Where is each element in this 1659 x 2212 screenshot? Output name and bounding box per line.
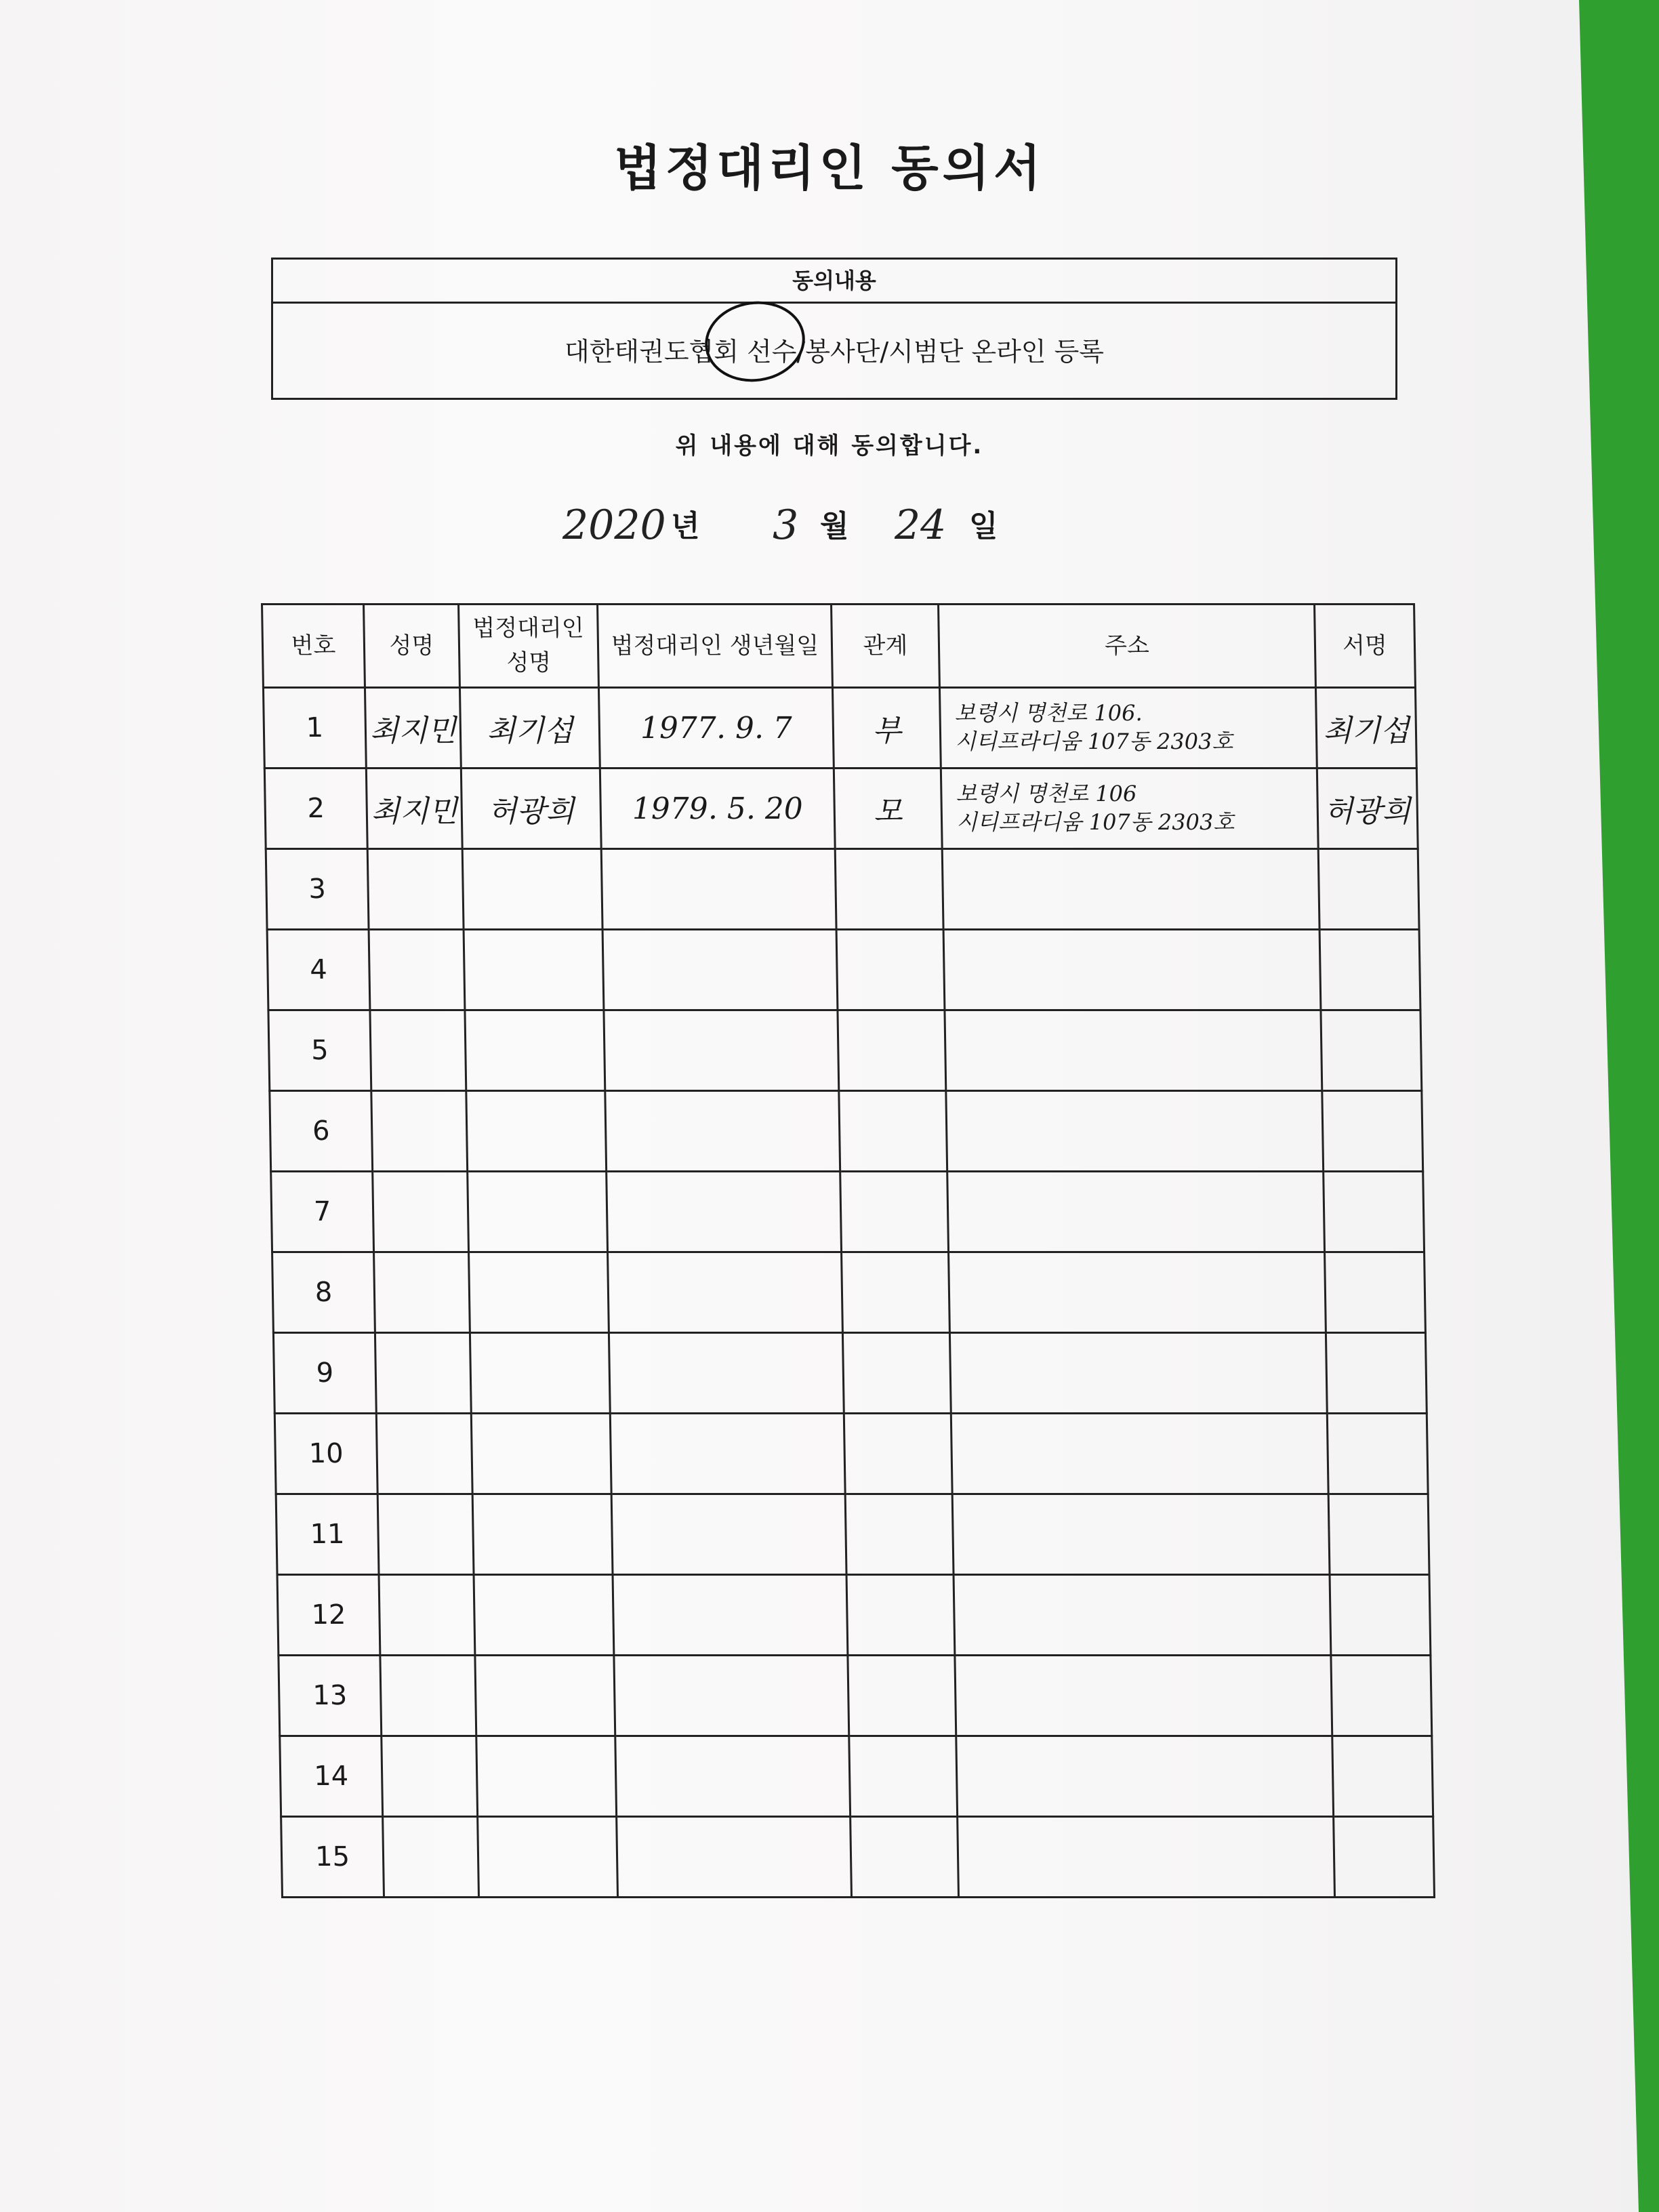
date-day: 24 — [895, 501, 947, 549]
cell-name — [379, 1575, 475, 1656]
table-row — [277, 1575, 1431, 1656]
table-row — [273, 1333, 1427, 1414]
cell-guardian-name — [474, 1575, 614, 1656]
header-guardian-birth: 법정대리인 생년월일 — [598, 605, 833, 688]
cell-no: 14 — [280, 1736, 383, 1817]
cell-guardian-birth — [617, 1817, 852, 1898]
table-row — [266, 849, 1419, 930]
cell-relation — [835, 849, 943, 930]
cell-relation — [844, 1414, 952, 1494]
cell-guardian-birth — [611, 1494, 846, 1575]
cell-signature — [1326, 1333, 1427, 1414]
cell-name — [370, 1010, 466, 1091]
cell-guardian-name — [471, 1414, 611, 1494]
cell-address — [954, 1575, 1331, 1656]
cell-relation — [838, 1010, 946, 1091]
cell-signature — [1334, 1817, 1435, 1898]
date-year-label: 년 — [671, 509, 700, 544]
cell-no: 10 — [274, 1414, 377, 1494]
cell-signature — [1321, 1010, 1422, 1091]
cell-signature: 허광희 — [1317, 769, 1418, 849]
date-day-label: 일 — [969, 509, 998, 544]
cell-name — [380, 1656, 476, 1736]
cell-signature — [1332, 1736, 1433, 1817]
table-row — [272, 1252, 1426, 1333]
cell-guardian-birth — [615, 1736, 851, 1817]
table-row — [270, 1091, 1423, 1172]
cell-no: 2 — [264, 769, 367, 849]
cell-name — [376, 1414, 472, 1494]
cell-name: 최지민 — [366, 769, 462, 849]
cell-guardian-birth: 1977. 9. 7 — [598, 688, 834, 769]
cell-signature — [1318, 849, 1419, 930]
address-line-2: 시티프라디움 107동 2303호 — [956, 809, 1235, 835]
agreement-statement: 위 내용에 대해 동의합니다. — [675, 432, 984, 459]
cell-guardian-name: 최기섭 — [459, 688, 600, 769]
cell-guardian-name — [466, 1091, 607, 1172]
table-row — [268, 1010, 1422, 1091]
cell-guardian-name: 허광희 — [461, 769, 601, 849]
cell-guardian-birth — [608, 1252, 843, 1333]
cell-name — [374, 1252, 470, 1333]
cell-no: 7 — [271, 1172, 374, 1252]
cell-no: 4 — [267, 930, 370, 1010]
table-row — [280, 1736, 1433, 1817]
cell-guardian-birth — [610, 1414, 845, 1494]
cell-name — [369, 930, 465, 1010]
cell-no: 8 — [272, 1252, 375, 1333]
cell-guardian-birth — [601, 849, 836, 930]
cell-name — [375, 1333, 471, 1414]
cell-signature: 최기섭 — [1315, 688, 1416, 769]
cell-guardian-birth: 1979. 5. 20 — [600, 769, 835, 849]
header-guardian-name: 법정대리인 성명 — [459, 605, 599, 688]
cell-address — [946, 1091, 1324, 1172]
cell-guardian-birth — [614, 1656, 849, 1736]
cell-guardian-birth — [605, 1091, 840, 1172]
cell-no: 12 — [277, 1575, 380, 1656]
consent-box — [271, 258, 1397, 400]
cell-name — [373, 1172, 469, 1252]
cell-relation — [842, 1252, 950, 1333]
cell-address — [958, 1817, 1335, 1898]
cell-name: 최지민 — [365, 688, 461, 769]
cell-guardian-name — [478, 1817, 618, 1898]
cell-relation — [849, 1736, 958, 1817]
cell-signature — [1324, 1172, 1425, 1252]
cell-address — [945, 1010, 1322, 1091]
cell-signature — [1319, 930, 1420, 1010]
header-address: 주소 — [939, 605, 1316, 688]
cell-guardian-name — [468, 1172, 608, 1252]
cell-relation — [840, 1172, 949, 1252]
table-row — [276, 1494, 1429, 1575]
cell-relation — [851, 1817, 959, 1898]
cell-relation — [836, 930, 945, 1010]
cell-name — [382, 1736, 478, 1817]
cell-guardian-birth — [602, 930, 838, 1010]
cell-signature — [1322, 1091, 1423, 1172]
cell-signature — [1330, 1575, 1431, 1656]
cell-guardian-name — [464, 930, 604, 1010]
cell-address — [943, 930, 1321, 1010]
cell-address — [947, 1172, 1325, 1252]
table-row — [279, 1656, 1432, 1736]
table-row — [267, 930, 1420, 1010]
cell-relation — [842, 1333, 951, 1414]
cell-guardian-name — [475, 1656, 615, 1736]
header-name: 성명 — [364, 605, 460, 688]
address-line-2: 시티프라디움 107동 2303호 — [954, 729, 1233, 754]
cell-relation — [848, 1656, 956, 1736]
cell-no: 11 — [276, 1494, 379, 1575]
cell-guardian-name — [469, 1252, 609, 1333]
document-title: 법정대리인 동의서 — [614, 140, 1045, 197]
cell-relation: 부 — [832, 688, 941, 769]
cell-name — [383, 1817, 479, 1898]
cell-name — [367, 849, 464, 930]
cell-signature — [1331, 1656, 1432, 1736]
cell-no: 1 — [263, 688, 366, 769]
date-year: 2020 — [562, 501, 666, 549]
cell-address — [951, 1414, 1328, 1494]
cell-address — [949, 1252, 1326, 1333]
cell-address — [942, 849, 1319, 930]
date-month: 3 — [773, 501, 799, 549]
cell-relation: 모 — [834, 769, 942, 849]
date-month-label: 월 — [820, 509, 849, 544]
cell-address — [955, 1656, 1332, 1736]
cell-guardian-name — [462, 849, 602, 930]
cell-no: 3 — [266, 849, 369, 930]
cell-signature — [1327, 1414, 1428, 1494]
cell-no: 6 — [270, 1091, 373, 1172]
table-row — [263, 688, 1416, 769]
table-header-row — [262, 605, 1416, 688]
header-signature: 서명 — [1315, 605, 1416, 688]
cell-name — [377, 1494, 474, 1575]
cell-relation — [839, 1091, 947, 1172]
consent-header: 동의내용 — [273, 260, 1395, 304]
cell-relation — [846, 1575, 955, 1656]
cell-no: 13 — [279, 1656, 382, 1736]
cell-no: 15 — [281, 1817, 384, 1898]
address-line-1: 보령시 명천로 106. — [954, 700, 1143, 726]
cell-address — [941, 769, 1318, 849]
header-no: 번호 — [262, 605, 365, 688]
cell-no: 5 — [268, 1010, 371, 1091]
cell-signature — [1328, 1494, 1429, 1575]
cell-signature — [1325, 1252, 1426, 1333]
table-row — [271, 1172, 1425, 1252]
cell-address — [939, 688, 1317, 769]
cell-guardian-name — [470, 1333, 610, 1414]
consent-content: 대한태권도협회 선수/봉사단/시범단 온라인 등록 — [564, 337, 1104, 367]
cell-name — [371, 1091, 468, 1172]
table-row — [281, 1817, 1435, 1898]
cell-guardian-birth — [613, 1575, 848, 1656]
cell-guardian-birth — [607, 1172, 842, 1252]
header-relation: 관계 — [832, 605, 940, 688]
cell-no: 9 — [273, 1333, 376, 1414]
address-line-1: 보령시 명천로 106 — [956, 781, 1137, 807]
guardian-table — [261, 603, 1435, 1898]
cell-guardian-birth — [604, 1010, 839, 1091]
cell-address — [956, 1736, 1334, 1817]
cell-address — [952, 1494, 1330, 1575]
cell-address — [949, 1333, 1327, 1414]
cell-guardian-name — [465, 1010, 605, 1091]
table-row — [264, 769, 1418, 849]
cell-guardian-birth — [609, 1333, 844, 1414]
cell-guardian-name — [472, 1494, 613, 1575]
cell-guardian-name — [476, 1736, 617, 1817]
cell-relation — [845, 1494, 954, 1575]
table-row — [274, 1414, 1428, 1494]
